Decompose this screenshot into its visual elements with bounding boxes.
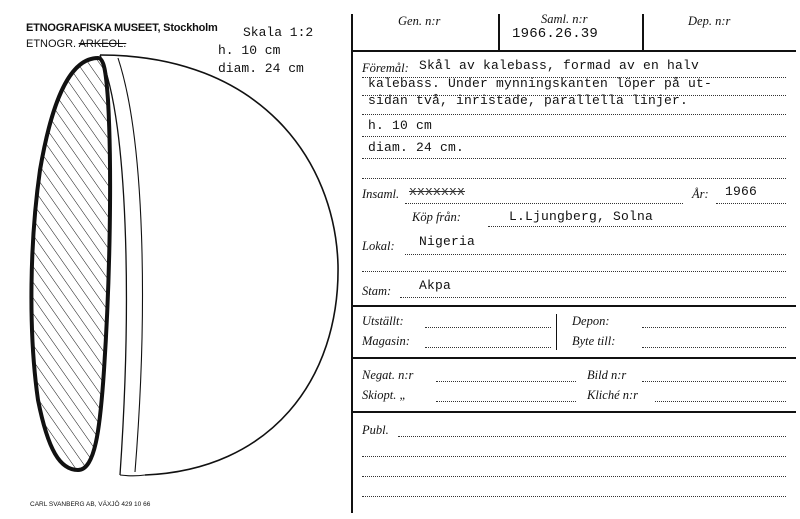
magasin-label: Magasin: <box>362 334 410 348</box>
insaml-struck: xxxxxxx <box>409 184 466 199</box>
stam-value: Akpa <box>419 278 452 293</box>
header-bottom-border <box>351 50 796 52</box>
publ-label: Publ. <box>362 423 389 437</box>
saml-nr-value: 1966.26.39 <box>512 26 599 42</box>
dotted-line <box>436 401 576 402</box>
depon-label: Depon: <box>572 314 610 328</box>
printer-imprint: CARL SVANBERG AB, VÄXJÖ 429 10 66 <box>30 501 151 508</box>
storage-divider <box>556 314 557 350</box>
dotted-line <box>362 456 786 457</box>
utstallt-label: Utställt: <box>362 314 404 328</box>
lokal-label: Lokal: <box>362 239 395 253</box>
section-divider-1 <box>351 305 796 307</box>
description-line-1: Skål av kalebass, formad av en halv <box>419 58 700 73</box>
dotted-line <box>362 114 786 115</box>
dotted-line <box>436 381 576 382</box>
dotted-line <box>398 436 786 437</box>
dotted-line <box>362 496 786 497</box>
kliche-label: Kliché n:r <box>587 388 639 402</box>
card-left-border <box>351 14 353 513</box>
museum-name: ETNOGRAFISKA MUSEET, Stockholm <box>26 22 218 34</box>
dotted-line <box>642 381 786 382</box>
saml-nr-label: Saml. n:r <box>541 12 588 26</box>
foremal-label: Föremål: <box>362 61 409 75</box>
department-struck: ARKEOL. <box>78 38 127 50</box>
section-divider-2 <box>351 357 796 359</box>
calabash-bowl-drawing <box>0 0 345 519</box>
dimension-diameter: diam. 24 cm. <box>368 140 465 155</box>
dotted-line <box>425 347 551 348</box>
negat-label: Negat. n:r <box>362 368 414 382</box>
dotted-line <box>405 254 786 255</box>
description-line-2: kalebass. Under mynningskanten löper på ut- <box>368 76 713 91</box>
dotted-line <box>362 136 786 137</box>
byte-till-label: Byte till: <box>572 334 616 348</box>
dotted-line <box>362 476 786 477</box>
ar-label: År: <box>692 187 709 201</box>
scale-label: Skala 1:2 <box>243 25 314 40</box>
bild-label: Bild n:r <box>587 368 627 382</box>
height-label: h. 10 cm <box>218 43 281 58</box>
dotted-line <box>405 203 683 204</box>
dotted-line <box>642 327 786 328</box>
header-divider-2 <box>642 14 644 50</box>
ar-value: 1966 <box>725 184 758 199</box>
dotted-line <box>716 203 786 204</box>
gen-nr-label: Gen. n:r <box>398 14 441 28</box>
lokal-value: Nigeria <box>419 234 476 249</box>
kop-fran-label: Köp från: <box>412 210 461 224</box>
dep-nr-label: Dep. n:r <box>688 14 731 28</box>
header-divider-1 <box>498 14 500 50</box>
dotted-line <box>425 327 551 328</box>
kop-fran-value: L.Ljungberg, Solna <box>509 209 654 224</box>
insaml-label: Insaml. <box>362 187 400 201</box>
dotted-line <box>362 178 786 179</box>
dotted-line <box>488 226 786 227</box>
dotted-line <box>400 297 786 298</box>
section-divider-3 <box>351 411 796 413</box>
dotted-line <box>362 158 786 159</box>
dotted-line <box>362 271 786 272</box>
dotted-line <box>655 401 786 402</box>
diameter-label: diam. 24 cm <box>218 61 304 76</box>
dotted-line <box>642 347 786 348</box>
description-line-3: sidan två, inristade, parallella linjer. <box>368 93 689 108</box>
department-prefix: ETNOGR. <box>26 38 77 50</box>
stam-label: Stam: <box>362 284 392 298</box>
dimension-height: h. 10 cm <box>368 118 433 133</box>
skiopt-label: Skiopt. „ <box>362 388 407 402</box>
